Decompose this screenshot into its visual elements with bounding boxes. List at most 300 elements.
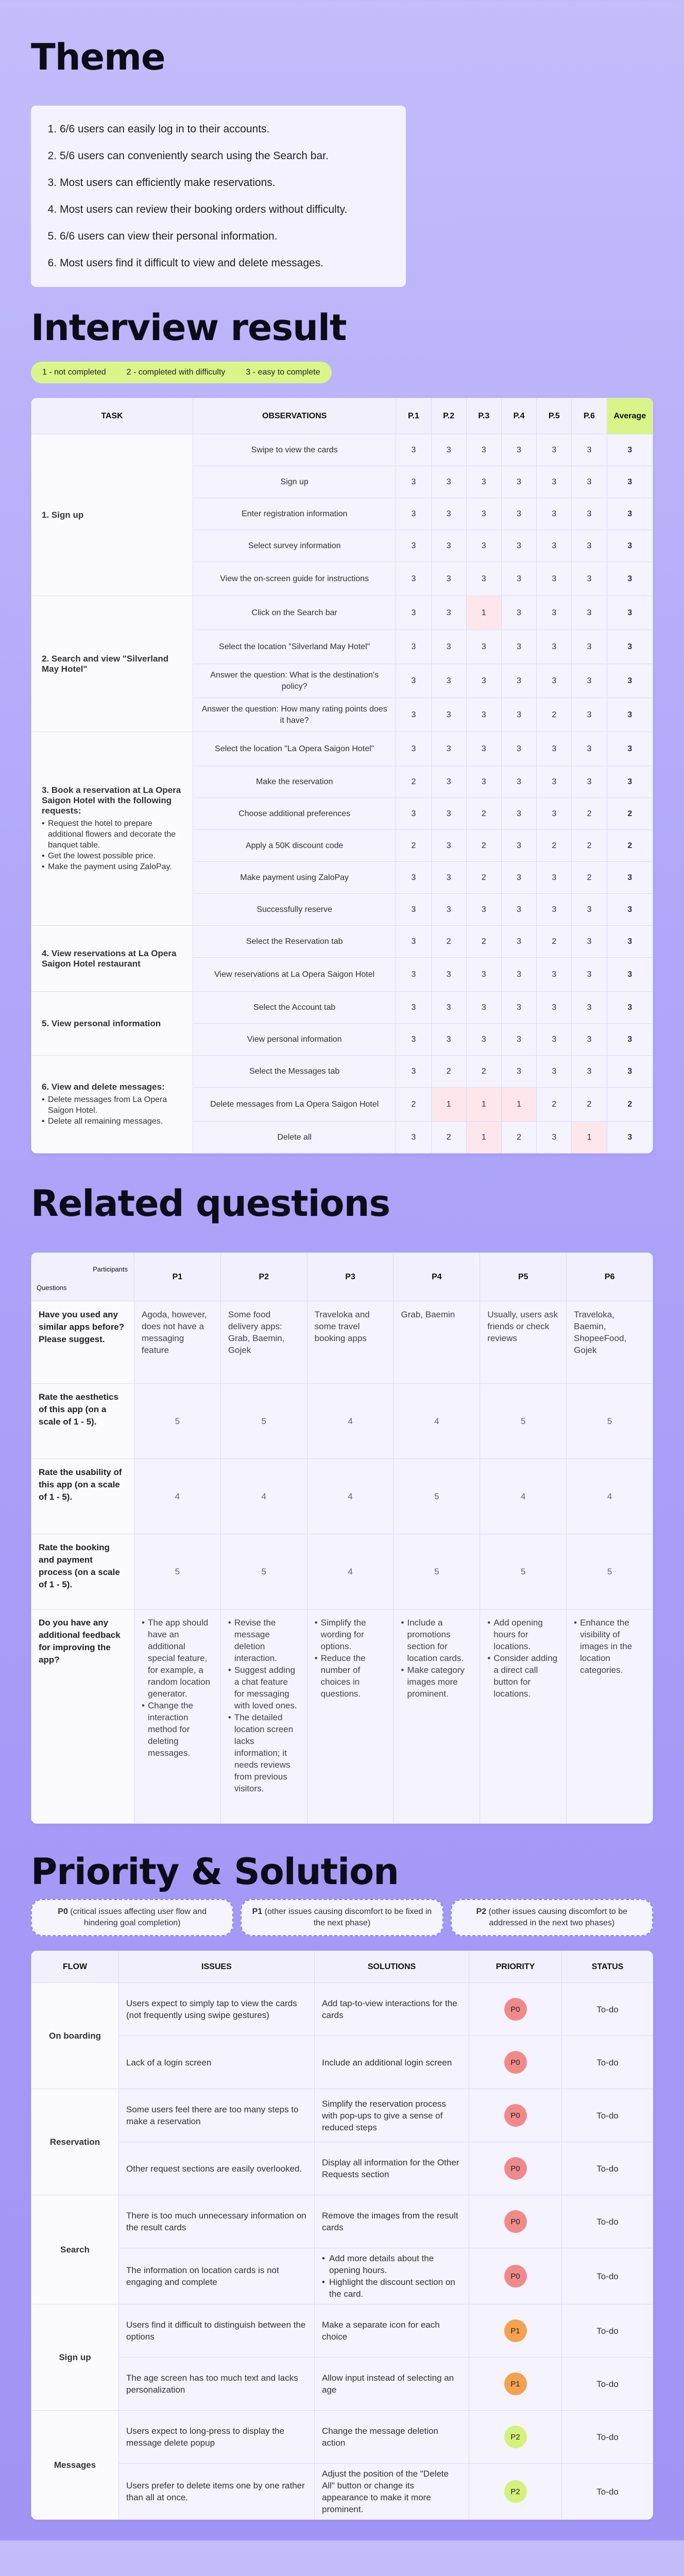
score-cell: 3 [501, 798, 536, 830]
task-bullet: • Request the hotel to prepare additional flowers and decorate the banquet table. [42, 818, 182, 851]
score-cell: 3 [501, 732, 536, 766]
score-cell: 3 [396, 1056, 431, 1088]
score-cell: 3 [396, 958, 431, 992]
score-cell: 3 [396, 1024, 431, 1056]
average-cell: 3 [607, 958, 653, 992]
average-cell: 3 [607, 992, 653, 1024]
score-cell: 2 [396, 766, 431, 798]
score-cell: 3 [537, 1024, 572, 1056]
priority-badge: P0 [504, 1998, 527, 2021]
theme-box [31, 106, 406, 287]
task-bullet: • Delete messages from La Opera Saigon Hotel. [42, 1094, 182, 1116]
score-cell: 2 [431, 1122, 466, 1154]
priority-badge: P0 [504, 2051, 527, 2074]
average-cell: 3 [607, 466, 653, 498]
priority-cell [469, 2464, 562, 2520]
question-cell: Rate the aesthetics of this app (on a scale of 1 - 5). [31, 1384, 134, 1459]
answer-item: • The app should have an additional special feature, for example, a random location generator. [142, 1617, 213, 1700]
status-cell: To-do [562, 2464, 654, 2520]
related-title: Related questions [31, 1182, 390, 1225]
score-cell: 2 [466, 1056, 501, 1088]
score-cell: 3 [431, 530, 466, 562]
task-name: 1. Sign up [42, 510, 84, 520]
score-cell: 3 [431, 862, 466, 894]
priority-cell [469, 1983, 562, 2036]
legend-item: 2 - completed with difficulty [126, 368, 226, 377]
score-legend [31, 362, 332, 383]
score-cell: 3 [466, 630, 501, 664]
task-name: 5. View personal information [42, 1018, 161, 1028]
average-cell: 2 [607, 830, 653, 862]
solution-cell: Change the message deletion action [315, 2411, 469, 2464]
average-cell: 3 [607, 766, 653, 798]
answer-item: • Change the interaction method for deleting messages. [142, 1700, 213, 1759]
average-cell: 3 [607, 1024, 653, 1056]
score-cell: 2 [572, 798, 607, 830]
task-bullet: • Make the payment using ZaloPay. [42, 861, 182, 872]
legend-item: 1 - not completed [42, 368, 106, 377]
score-cell: 3 [572, 766, 607, 798]
score-cell: 3 [537, 732, 572, 766]
table-row [31, 2358, 654, 2411]
status-cell: To-do [562, 1983, 654, 2036]
score-cell: 3 [572, 630, 607, 664]
observation-cell: Click on the Search bar [193, 596, 396, 630]
status-cell: To-do [562, 2142, 654, 2195]
score-cell: 1 [466, 1088, 501, 1122]
score-cell: 3 [572, 530, 607, 562]
score-cell: 2 [466, 926, 501, 958]
solution-cell: Remove the images from the result cards [315, 2195, 469, 2248]
issue-cell: Users prefer to delete items one by one rather than all at once. [119, 2464, 315, 2520]
flow-cell: Sign up [31, 2304, 119, 2411]
question-cell: Do you have any additional feedback for improving the app? [31, 1609, 134, 1824]
priority-table-card [31, 1951, 653, 2520]
question-cell: Rate the booking and payment process (on a scale of 1 - 5). [31, 1534, 134, 1609]
solution-cell: Simplify the reservation process with pop-ups to give a sense of reduced steps [315, 2089, 469, 2142]
priority-table [31, 1951, 653, 2520]
average-cell: 3 [607, 862, 653, 894]
observation-cell: Apply a 50K discount code [193, 830, 396, 862]
score-cell: 3 [572, 958, 607, 992]
participant-header: P4 [394, 1253, 480, 1301]
answer-item: • Include a promotions section for location cards. [401, 1617, 472, 1664]
table-row [31, 732, 653, 766]
score-cell: 3 [501, 630, 536, 664]
table-row [31, 1534, 653, 1609]
score-cell: 3 [537, 630, 572, 664]
answer-item: • Revise the message deletion interaction. [228, 1617, 300, 1664]
score-cell: 3 [537, 466, 572, 498]
score-cell: 3 [431, 698, 466, 732]
observation-cell: Enter registration information [193, 498, 396, 530]
task-cell [31, 596, 193, 732]
priority-legend-item [451, 1899, 653, 1936]
score-cell: 3 [466, 894, 501, 926]
issue-cell: Lack of a login screen [119, 2036, 315, 2089]
average-cell: 3 [607, 530, 653, 562]
rating-cell: 4 [307, 1459, 394, 1534]
score-cell: 3 [537, 596, 572, 630]
solution-cell: Include an additional login screen [315, 2036, 469, 2089]
score-cell: 3 [537, 894, 572, 926]
score-cell: 3 [431, 992, 466, 1024]
status-cell: To-do [562, 2411, 654, 2464]
score-cell: 2 [396, 1088, 431, 1122]
score-cell: 3 [396, 630, 431, 664]
theme-item: 5. 6/6 users can view their personal information. [60, 223, 394, 250]
table-row [31, 1459, 653, 1534]
priority-cell [469, 2248, 562, 2304]
score-cell: 3 [537, 498, 572, 530]
status-cell: To-do [562, 2358, 654, 2411]
score-cell: 3 [466, 766, 501, 798]
issue-cell: Users find it difficult to distinguish between the options [119, 2304, 315, 2358]
rating-cell: 5 [220, 1534, 307, 1609]
issue-cell: Other request sections are easily overlooked. [119, 2142, 315, 2195]
table-row [31, 1301, 653, 1384]
column-header: FLOW [31, 1951, 119, 1983]
status-cell: To-do [562, 2248, 654, 2304]
score-cell: 3 [572, 498, 607, 530]
column-header: P.4 [501, 398, 536, 434]
average-cell: 3 [607, 1056, 653, 1088]
rating-cell: 5 [480, 1534, 567, 1609]
column-header: OBSERVATIONS [193, 398, 396, 434]
column-header: P.5 [537, 398, 572, 434]
participant-header: P2 [220, 1253, 307, 1301]
score-cell: 2 [572, 1088, 607, 1122]
observation-cell: Choose additional preferences [193, 798, 396, 830]
answer-cell [220, 1609, 307, 1824]
priority-badge: P2 [504, 2480, 527, 2503]
rating-cell: 4 [307, 1384, 394, 1459]
task-bullets [42, 818, 182, 872]
flow-cell: On boarding [31, 1983, 119, 2089]
solution-cell: Adjust the position of the "Delete All" button or change its appearance to make it more prominent. [315, 2464, 469, 2520]
issue-cell: Some users feel there are too many steps to make a reservation [119, 2089, 315, 2142]
observation-cell: View the on-screen guide for instructions [193, 562, 396, 596]
rating-cell: 4 [480, 1459, 567, 1534]
score-cell: 2 [431, 1056, 466, 1088]
score-cell: 3 [431, 830, 466, 862]
observation-cell: Successfully reserve [193, 894, 396, 926]
score-cell: 3 [572, 434, 607, 466]
score-cell: 3 [501, 766, 536, 798]
answer-cell: Agoda, however, does not have a messaging feature [134, 1301, 221, 1384]
score-cell: 3 [431, 958, 466, 992]
score-cell: 3 [466, 958, 501, 992]
column-header: STATUS [562, 1951, 654, 1983]
score-cell: 3 [572, 1056, 607, 1088]
answer-cell [567, 1609, 653, 1824]
score-cell: 3 [431, 434, 466, 466]
score-cell: 2 [466, 862, 501, 894]
observation-cell: Make the reservation [193, 766, 396, 798]
table-row [31, 434, 653, 466]
score-cell: 3 [431, 466, 466, 498]
score-cell: 3 [501, 862, 536, 894]
score-cell: 2 [537, 926, 572, 958]
table-row [31, 2304, 654, 2358]
task-name: 4. View reservations at La Opera Saigon Hotel restaurant [42, 948, 177, 969]
status-cell: To-do [562, 2036, 654, 2089]
table-row [31, 596, 653, 630]
rating-cell: 4 [220, 1459, 307, 1534]
column-header: P.3 [466, 398, 501, 434]
table-row [31, 1056, 653, 1088]
column-header: P.6 [572, 398, 607, 434]
score-cell: 3 [572, 466, 607, 498]
rating-cell: 5 [134, 1384, 221, 1459]
solution-cell [315, 2248, 469, 2304]
score-cell: 3 [537, 562, 572, 596]
observation-cell: View reservations at La Opera Saigon Hotel [193, 958, 396, 992]
table-row [31, 2248, 654, 2304]
solution-item: • Add more details about the opening hours. [322, 2252, 461, 2276]
score-cell: 3 [537, 992, 572, 1024]
score-cell: 2 [572, 830, 607, 862]
theme-item: 3. Most users can efficiently make reservations. [60, 170, 394, 196]
average-cell: 3 [607, 1122, 653, 1154]
participants-label: Participants [93, 1265, 128, 1273]
observation-cell: Make payment using ZaloPay [193, 862, 396, 894]
table-row [31, 992, 653, 1024]
score-cell: 3 [572, 992, 607, 1024]
rating-cell: 4 [307, 1534, 394, 1609]
score-cell: 3 [537, 1122, 572, 1154]
score-cell: 3 [501, 562, 536, 596]
score-cell: 3 [431, 664, 466, 698]
score-cell: 3 [396, 1122, 431, 1154]
average-cell: 3 [607, 498, 653, 530]
column-header: PRIORITY [469, 1951, 562, 1983]
task-name: 6. View and delete messages: [42, 1082, 165, 1092]
flow-cell: Search [31, 2195, 119, 2304]
answer-list [142, 1617, 213, 1759]
score-cell: 3 [537, 664, 572, 698]
task-name: 3. Book a reservation at La Opera Saigon Hotel with the following requests: [42, 785, 181, 816]
priority-description: (other issues causing discomfort to be addressed in the next two phases) [488, 1907, 628, 1927]
priority-badge: P0 [504, 2210, 527, 2233]
interview-table-card [31, 398, 653, 1154]
score-cell: 3 [501, 926, 536, 958]
participant-header: P6 [567, 1253, 653, 1301]
rating-cell: 4 [134, 1459, 221, 1534]
answer-item: • Suggest adding a chat feature for messaging with loved ones. [228, 1664, 300, 1711]
score-cell: 3 [537, 434, 572, 466]
observation-cell: Select the Reservation tab [193, 926, 396, 958]
score-cell: 3 [431, 562, 466, 596]
score-cell: 1 [466, 1122, 501, 1154]
observation-cell: Swipe to view the cards [193, 434, 396, 466]
answer-list [487, 1617, 559, 1700]
score-cell: 3 [466, 732, 501, 766]
issue-cell: The information on location cards is not engaging and complete [119, 2248, 315, 2304]
answer-list [228, 1617, 300, 1794]
task-bullet: • Get the lowest possible price. [42, 851, 182, 861]
score-cell: 3 [396, 862, 431, 894]
task-bullets [42, 1094, 182, 1127]
score-cell: 3 [431, 732, 466, 766]
priority-legend-item [241, 1899, 443, 1936]
theme-list [46, 116, 394, 277]
table-row [31, 1983, 654, 2036]
solution-list [322, 2252, 461, 2300]
answer-cell: Traveloka, Baemin, ShopeeFood, Gojek [567, 1301, 653, 1384]
solution-cell: Add tap-to-view interactions for the cards [315, 1983, 469, 2036]
score-cell: 3 [431, 498, 466, 530]
table-row [31, 2464, 654, 2520]
observation-cell: View personal information [193, 1024, 396, 1056]
score-cell: 2 [396, 830, 431, 862]
score-cell: 2 [501, 1122, 536, 1154]
observation-cell: Sign up [193, 466, 396, 498]
average-cell: 2 [607, 798, 653, 830]
score-cell: 3 [396, 926, 431, 958]
score-cell: 3 [572, 596, 607, 630]
rating-cell: 5 [567, 1534, 653, 1609]
table-corner [31, 1253, 134, 1301]
answer-item: • The detailed location screen lacks information; it needs reviews from previous visitors. [228, 1711, 300, 1794]
column-header: SOLUTIONS [315, 1951, 469, 1983]
priority-code: P1 [252, 1907, 263, 1916]
column-header: P.1 [396, 398, 431, 434]
score-cell: 3 [466, 562, 501, 596]
score-cell: 3 [396, 798, 431, 830]
answer-list [401, 1617, 472, 1700]
score-cell: 1 [431, 1088, 466, 1122]
score-cell: 3 [572, 926, 607, 958]
task-cell [31, 992, 193, 1056]
task-cell [31, 732, 193, 926]
answer-item: • Simplify the wording for options. [315, 1617, 386, 1652]
score-cell: 3 [501, 596, 536, 630]
average-cell: 3 [607, 630, 653, 664]
score-cell: 3 [396, 562, 431, 596]
priority-description: (critical issues affecting user flow and hindering goal completion) [70, 1907, 207, 1927]
answer-cell: Grab, Baemin [394, 1301, 480, 1384]
interview-title: Interview result [31, 307, 347, 349]
status-cell: To-do [562, 2304, 654, 2358]
priority-cell [469, 2304, 562, 2358]
rating-cell: 5 [394, 1534, 480, 1609]
column-header: P.2 [431, 398, 466, 434]
theme-item: 4. Most users can review their booking orders without difficulty. [60, 196, 394, 223]
score-cell: 3 [466, 664, 501, 698]
observation-cell: Select survey information [193, 530, 396, 562]
observation-cell: Delete messages from La Opera Saigon Hotel [193, 1088, 396, 1122]
score-cell: 3 [466, 530, 501, 562]
priority-cell [469, 2089, 562, 2142]
score-cell: 2 [466, 830, 501, 862]
column-header: TASK [31, 398, 193, 434]
priority-title: Priority & Solution [31, 1851, 399, 1893]
average-cell: 3 [607, 434, 653, 466]
table-row [31, 2142, 654, 2195]
score-cell: 3 [572, 562, 607, 596]
score-cell: 3 [396, 466, 431, 498]
table-row [31, 1609, 653, 1824]
score-cell: 3 [466, 698, 501, 732]
average-cell: 2 [607, 1088, 653, 1122]
answer-item: • Enhance the visibility of images in the location categories. [574, 1617, 645, 1676]
priority-badge: P1 [504, 2319, 527, 2342]
task-cell [31, 926, 193, 992]
score-cell: 3 [572, 894, 607, 926]
answer-cell [307, 1609, 394, 1824]
theme-item: 1. 6/6 users can easily log in to their accounts. [60, 116, 394, 143]
priority-description: (other issues causing discomfort to be fixed in the next phase) [264, 1907, 432, 1927]
score-cell: 3 [431, 630, 466, 664]
rating-cell: 4 [394, 1384, 480, 1459]
status-cell: To-do [562, 2089, 654, 2142]
priority-code: P2 [476, 1907, 487, 1916]
score-cell: 3 [537, 958, 572, 992]
answer-cell: Traveloka and some travel booking apps [307, 1301, 394, 1384]
score-cell: 3 [396, 434, 431, 466]
priority-cell [469, 2195, 562, 2248]
score-cell: 3 [501, 434, 536, 466]
answer-item: • Make category images more prominent. [401, 1664, 472, 1700]
priority-cell [469, 2142, 562, 2195]
observation-cell: Answer the question: How many rating points does it have? [193, 698, 396, 732]
rating-cell: 5 [134, 1534, 221, 1609]
theme-title: Theme [31, 36, 165, 78]
answer-cell [480, 1609, 567, 1824]
legend-item: 3 - easy to complete [246, 368, 320, 377]
related-table-card [31, 1252, 653, 1824]
score-cell: 3 [396, 596, 431, 630]
priority-cell [469, 2358, 562, 2411]
rating-cell: 5 [394, 1459, 480, 1534]
average-cell: 3 [607, 732, 653, 766]
table-row [31, 1384, 653, 1459]
priority-legend-item [31, 1899, 233, 1936]
score-cell: 3 [501, 992, 536, 1024]
answer-list [315, 1617, 386, 1700]
status-cell: To-do [562, 2195, 654, 2248]
score-cell: 3 [466, 992, 501, 1024]
column-header: ISSUES [119, 1951, 315, 1983]
score-cell: 3 [501, 894, 536, 926]
score-cell: 3 [396, 498, 431, 530]
observation-cell: Delete all [193, 1122, 396, 1154]
score-cell: 3 [572, 698, 607, 732]
issue-cell: Users expect to simply tap to view the cards (not frequently using swipe gestures) [119, 1983, 315, 2036]
theme-item: 2. 5/6 users can conveniently search using the Search bar. [60, 143, 394, 170]
flow-cell: Messages [31, 2411, 119, 2520]
priority-cell [469, 2036, 562, 2089]
score-cell: 3 [396, 664, 431, 698]
solution-cell: Allow input instead of selecting an age [315, 2358, 469, 2411]
answer-cell [134, 1609, 221, 1824]
participant-header: P3 [307, 1253, 394, 1301]
question-cell: Have you used any similar apps before? Please suggest. [31, 1301, 134, 1384]
score-cell: 1 [501, 1088, 536, 1122]
score-cell: 1 [572, 1122, 607, 1154]
theme-item: 6. Most users find it difficult to view and delete messages. [60, 250, 394, 277]
table-row [31, 2195, 654, 2248]
score-cell: 3 [396, 732, 431, 766]
observation-cell: Select the location "Silverland May Hotel" [193, 630, 396, 664]
score-cell: 3 [396, 992, 431, 1024]
score-cell: 3 [431, 798, 466, 830]
task-cell [31, 434, 193, 596]
questions-label: Questions [37, 1284, 67, 1292]
score-cell: 3 [572, 1024, 607, 1056]
score-cell: 3 [431, 596, 466, 630]
